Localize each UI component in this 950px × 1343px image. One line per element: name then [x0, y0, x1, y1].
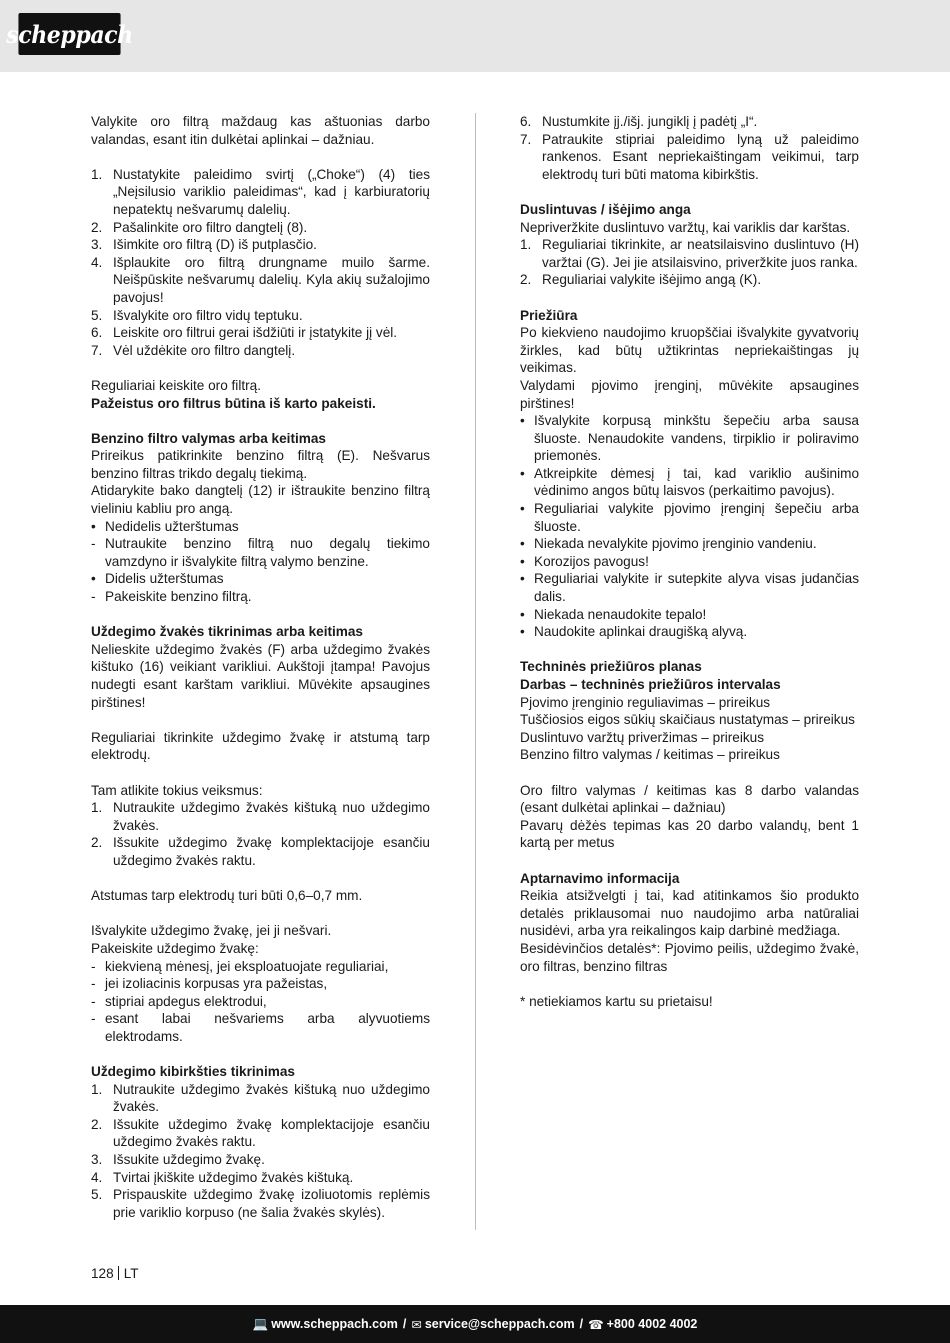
- list-item: • Naudokite aplinkai draugišką alyvą.: [520, 624, 748, 640]
- list-item: - Nutraukite benzino filtrą nuo degalų tiekimo vamzdyno ir išvalykite filtrą valymo benzine.: [91, 536, 430, 569]
- muffler-steps: [520, 236, 859, 289]
- phone-icon: ☎: [588, 1316, 604, 1332]
- muffler-heading: Duslintuvas / išėjimo anga: [520, 201, 691, 217]
- spark-plug-steps: [91, 799, 430, 869]
- list-item: - esant labai nešvariems arba alyvuotiems elektrodams.: [91, 1011, 430, 1044]
- list-item: 2. Reguliariai valykite išėjimo angą (K).: [520, 272, 762, 288]
- spark-plug-paragraph: Nelieskite uždegimo žvakės (F) arba uždegimo žvakės kištuko (16) veikiant varikliui. Aukštoji įtampa! Pavojus nudegti esant karštam varikliui. Mūvėkite apsaugines pirštines!: [91, 641, 430, 710]
- list-item: • Niekada nevalykite pjovimo įrenginio vandeniu.: [520, 536, 817, 552]
- care-paragraph: Po kiekvieno naudojimo kruopščiai išvalykite gyvatvorių žirkles, kad būtų užtikrintas nepriekaištingas jų veikimas.: [520, 325, 859, 376]
- right-column: [520, 113, 859, 1010]
- spark-plug-paragraph: Išvalykite uždegimo žvakę, jei ji nešvari.: [91, 923, 332, 939]
- footer-email-link[interactable]: service@scheppach.com: [424, 1317, 575, 1331]
- air-filter-damaged-warning: Pažeistus oro filtrus būtina iš karto pakeisti.: [91, 395, 376, 411]
- maintenance-plan-heading: Techninės priežiūros planas: [520, 659, 702, 675]
- footer-bar: [0, 1305, 950, 1343]
- spark-plug-gap-spec: Atstumas tarp elektrodų turi būti 0,6–0,7 mm.: [91, 888, 363, 904]
- maintenance-line: Tuščiosios eigos sūkių skaičiaus nustatymas – prireikus: [520, 712, 855, 728]
- fuel-filter-paragraph: Prireikus patikrinkite benzino filtrą (E). Nešvarus benzino filtras trikdo degalų tiekimą.: [91, 448, 430, 481]
- maintenance-paragraph: Oro filtro valymas / keitimas kas 8 darbo valandas (esant dulkėtai aplinkai – dažniau): [520, 782, 859, 816]
- service-paragraph: Reikia atsižvelgti į tai, kad atitinkamos šio produkto detalės priklausomai nuo naudojimo arba natūraliai nusidėvi, arba yra reikalingos kaip darbinė medžiaga.: [520, 888, 859, 939]
- brand-logo: scheppach: [18, 13, 120, 55]
- list-item: • Atkreipkite dėmesį į tai, kad variklio aušinimo vėdinimo angos būtų laisvos (perkaitimo pavojus).: [520, 465, 859, 499]
- list-item: • Išvalykite korpusą minkštu šepečiu arba sausa šluoste. Nenaudokite vandens, tirpiklio ir poliravimo priemonės.: [520, 413, 859, 464]
- care-list: [520, 412, 859, 641]
- list-item: 2. Išsukite uždegimo žvakę komplektacijoje esančiu uždegimo žvakės raktu.: [91, 1116, 430, 1150]
- service-paragraph: Besidėvinčios detalės*: Pjovimo peilis, uždegimo žvakė, oro filtras, benzino filtras: [520, 940, 859, 974]
- column-divider: [475, 113, 476, 1230]
- list-item: - jei izoliacinis korpusas yra pažeistas,: [91, 976, 328, 992]
- list-item: - kiekvieną mėnesį, jei eksploatuojate reguliariai,: [91, 958, 389, 974]
- spark-plug-paragraph: Pakeiskite uždegimo žvakę:: [91, 940, 259, 956]
- list-item: - stipriai apdegus elektrodui,: [91, 993, 267, 1009]
- list-item: 6. Leiskite oro filtrui gerai išdžiūti ir įstatykite jį vėl.: [91, 325, 398, 341]
- spark-plug-paragraph: Tam atlikite tokius veiksmus:: [91, 782, 263, 798]
- footer-separator: /: [579, 1317, 584, 1331]
- air-filter-steps: [91, 166, 430, 360]
- page-number-value: 128: [91, 1266, 114, 1281]
- list-item: • Niekada nenaudokite tepalo!: [520, 606, 707, 622]
- maintenance-paragraph: Pavarų dėžės tepimas kas 20 darbo valandų, bent 1 kartą per metus: [520, 817, 859, 851]
- left-column: [91, 113, 430, 1221]
- care-paragraph: Valydami pjovimo įrenginį, mūvėkite apsaugines pirštines!: [520, 377, 859, 411]
- computer-icon: 💻: [252, 1316, 269, 1331]
- spark-test-heading: Uždegimo kibirkšties tikrinimas: [91, 1064, 295, 1080]
- list-item: • Didelis užterštumas: [91, 571, 224, 587]
- list-item: 3. Išsukite uždegimo žvakę.: [91, 1152, 265, 1168]
- footer-separator: /: [402, 1317, 407, 1331]
- list-item: 5. Išvalykite oro filtro vidų teptuku.: [91, 307, 303, 323]
- mail-icon: ✉: [411, 1316, 422, 1332]
- list-item: 5. Prispauskite uždegimo žvakę izoliuotomis replėmis prie variklio korpuso (ne šalia žvakės skylės).: [91, 1187, 430, 1220]
- list-item: 7. Vėl uždėkite oro filtro dangtelį.: [91, 342, 296, 358]
- header-band: [0, 0, 950, 72]
- list-item: • Nedidelis užterštumas: [91, 518, 239, 534]
- footer-website-link[interactable]: www.scheppach.com: [271, 1317, 398, 1331]
- spark-test-steps-continued: [520, 113, 859, 183]
- page-number: [91, 1266, 139, 1281]
- spark-plug-heading: Uždegimo žvakės tikrinimas arba keitimas: [91, 624, 363, 640]
- muffler-paragraph: Nepriveržkite duslintuvo varžtų, kai variklis dar karštas.: [520, 219, 851, 235]
- list-item: 3. Išimkite oro filtrą (D) iš putplasčio.: [91, 237, 317, 253]
- spark-test-steps: [91, 1081, 430, 1222]
- air-filter-intro: Valykite oro filtrą maždaug kas aštuonias darbo valandas, esant itin dulkėtai aplinkai – dažniau.: [91, 114, 430, 147]
- list-item: 6. Nustumkite įj./išj. jungiklį į padėtį „I“.: [520, 114, 758, 129]
- service-info-heading: Aptarnavimo informacija: [520, 870, 680, 886]
- page-language: LT: [123, 1266, 139, 1281]
- list-item: • Korozijos pavogus!: [520, 553, 649, 569]
- spark-plug-replace-list: [91, 958, 430, 1046]
- fuel-filter-paragraph: Atidarykite bako dangtelį (12) ir ištraukite benzino filtrą vieliniu kabliu pro angą.: [91, 483, 430, 517]
- fuel-filter-heading: Benzino filtro valymas arba keitimas: [91, 430, 326, 446]
- list-item: 1. Nutraukite uždegimo žvakės kištuką nuo uždegimo žvakės.: [91, 800, 430, 833]
- fuel-filter-list: [91, 518, 430, 606]
- list-item: - Pakeiskite benzino filtrą.: [91, 589, 252, 605]
- footer-phone-link[interactable]: +800 4002 4002: [606, 1317, 698, 1331]
- list-item: 2. Pašalinkite oro filtro dangtelį (8).: [91, 219, 308, 235]
- list-item: 4. Išplaukite oro filtrą drungname muilo šarme. Neišpūskite nešvarumų dalelių. Kyla akių sužalojimo pavojus!: [91, 254, 430, 305]
- maintenance-line: Duslintuvo varžtų priveržimas – prireikus: [520, 729, 765, 745]
- list-item: • Reguliariai valykite ir sutepkite alyva visas judančias dalis.: [520, 571, 859, 605]
- list-item: • Reguliariai valykite pjovimo įrenginį šepečiu arba šluoste.: [520, 501, 859, 534]
- maintenance-line: Benzino filtro valymas / keitimas – prireikus: [520, 747, 780, 763]
- maintenance-interval-heading: Darbas – techninės priežiūros intervalas: [520, 677, 781, 692]
- care-heading: Priežiūra: [520, 307, 578, 323]
- list-item: 2. Išsukite uždegimo žvakę komplektacijoje esančiu uždegimo žvakės raktu.: [91, 835, 430, 868]
- service-footnote: * netiekiamos kartu su prietaisu!: [520, 993, 713, 1009]
- list-item: 1. Nustatykite paleidimo svirtį („Choke“) (4) ties „Neįsilusio variklio paleidimas“, kad į karbiuratorių nepatektų nešvarumų dalelių.: [91, 166, 430, 217]
- list-item: 4. Tvirtai įkiškite uždegimo žvakės kištuką.: [91, 1169, 354, 1185]
- air-filter-replace-note: Reguliariai keiskite oro filtrą.: [91, 377, 261, 393]
- page-number-separator: [118, 1266, 119, 1280]
- list-item: 1. Nutraukite uždegimo žvakės kištuką nuo uždegimo žvakės.: [91, 1081, 430, 1115]
- maintenance-line: Pjovimo įrenginio reguliavimas – prireikus: [520, 694, 771, 710]
- list-item: 1. Reguliariai tikrinkite, ar neatsilaisvino duslintuvo (H) varžtai (G). Jei jie atsilaisvino, priveržkite juos ranka.: [520, 237, 859, 270]
- list-item: 7. Patraukite stipriai paleidimo lyną už paleidimo rankenos. Esant nepriekaištingam veikimui, tarp elektrodų turi būti matoma kibirkštis.: [520, 131, 859, 182]
- spark-plug-paragraph: Reguliariai tikrinkite uždegimo žvakę ir atstumą tarp elektrodų.: [91, 729, 430, 763]
